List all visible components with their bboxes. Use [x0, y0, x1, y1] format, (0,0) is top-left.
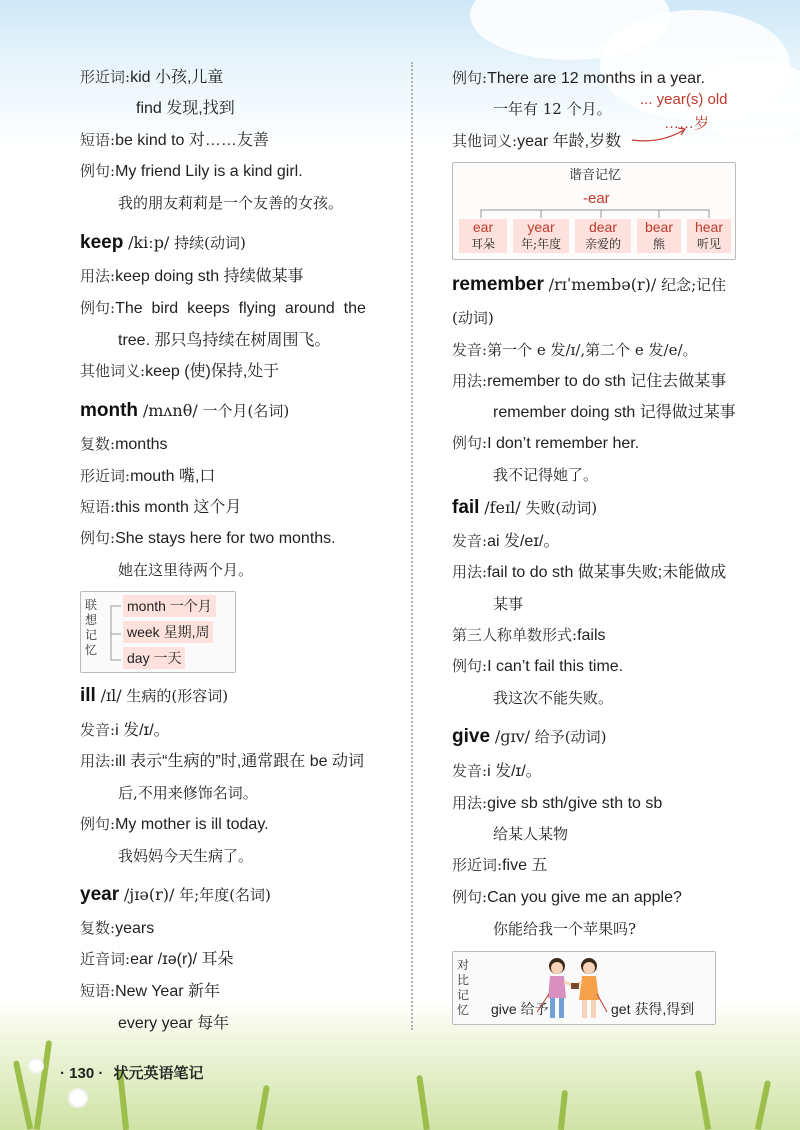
entry-line: 例句:My mother is ill today.	[80, 815, 269, 833]
homophone-memory-box	[452, 162, 736, 260]
entry-line: 短语:New Year 新年	[80, 982, 221, 1000]
entry-line: find 发现,找到	[136, 100, 235, 117]
entry-line: 形近词:mouth 嘴,口	[80, 467, 216, 485]
entry-line: remember doing sth 记得做过某事	[493, 404, 736, 421]
arrow-icon	[630, 124, 690, 148]
ear-word-cell: year 年;年度	[513, 219, 569, 253]
page-footer	[60, 1062, 204, 1083]
entry-line: 后,不用来修饰名词。	[118, 784, 258, 802]
entry-line: 例句:Can you give me an apple?	[452, 888, 682, 906]
assoc-item: day 一天	[123, 647, 185, 670]
entry-line: 发音:第一个 e 发/ɪ/,第二个 e 发/e/。	[452, 341, 698, 359]
entry-line: 用法:fail to do sth 做某事失败;未能做成	[452, 563, 727, 581]
entry-line: 第三人称单数形式:fails	[452, 626, 606, 644]
entry-line: 例句:The bird keeps flying around the	[80, 299, 366, 317]
annotation-note: ……岁	[664, 115, 710, 132]
entry-line: 例句:There are 12 months in a year.	[452, 69, 705, 87]
contrast-give: give 给予	[491, 1001, 549, 1017]
headword-ill: ill /ɪl/ 生病的(形容词)	[80, 685, 229, 706]
entry-line: 你能给我一个苹果吗?	[493, 920, 637, 938]
ear-word-cell: hear 听见	[687, 219, 731, 253]
flower-icon	[70, 1090, 86, 1106]
association-memory-box	[80, 591, 236, 673]
book-title: 状元英语笔记	[113, 1065, 204, 1082]
headword-month: month /mʌnθ/ 一个月(名词)	[80, 400, 290, 421]
bracket-lines	[101, 598, 125, 666]
box-title: 联 想 记 忆	[84, 598, 97, 657]
entry-line: 给某人某物	[493, 825, 569, 843]
entry-line: 例句:I don’t remember her.	[452, 434, 640, 452]
entry-line: 复数:years	[80, 919, 155, 937]
entry-line: 一年有 12 个月。	[493, 100, 612, 118]
ear-word-cell: bear 熊	[637, 219, 681, 253]
page-number: · 130 ·	[60, 1065, 104, 1082]
assoc-item: week 星期,周	[123, 621, 213, 644]
entry-line: 她在这里待两个月。	[118, 561, 254, 579]
entry-line: 短语:be kind to 对……友善	[80, 131, 269, 149]
column-divider	[411, 62, 413, 1030]
entry-line: 复数:months	[80, 435, 168, 453]
entry-line: 短语:this month 这个月	[80, 498, 242, 516]
assoc-item: month 一个月	[123, 595, 216, 618]
entry-line: 用法:give sb sth/give sth to sb	[452, 794, 663, 812]
entry-line: 我不记得她了。	[493, 466, 599, 484]
branch-lines	[463, 207, 725, 219]
entry-line: (动词)	[452, 309, 494, 327]
contrast-get: get 获得,得到	[611, 1001, 695, 1017]
entry-line: 例句:My friend Lily is a kind girl.	[80, 162, 303, 180]
headword-fail: fail /feɪl/ 失败(动词)	[452, 497, 598, 518]
headword-year: year /jɪə(r)/ 年;年度(名词)	[80, 884, 271, 905]
entry-line: 我的朋友莉莉是一个友善的女孩。	[118, 194, 344, 212]
entry-line: every year 每年	[118, 1015, 230, 1032]
entry-line: 例句:I can’t fail this time.	[452, 657, 624, 675]
ear-word-cell: ear 耳朵	[459, 219, 507, 253]
entry-line: 发音:i 发/ɪ/。	[452, 762, 542, 780]
entry-line: 形近词:five 五	[452, 856, 548, 874]
entry-line: 某事	[493, 595, 524, 613]
box-title: 谐音记忆	[569, 168, 622, 183]
headword-give: give /ɡɪv/ 给予(动词)	[452, 726, 607, 747]
headword-remember: remember /rɪˈmembə(r)/ 纪念;记住	[452, 274, 727, 295]
flower-icon	[30, 1060, 42, 1072]
contrast-memory-box	[452, 951, 716, 1025]
entry-line: 例句:She stays here for two months.	[80, 529, 336, 547]
entry-line: 形近词:kid 小孩,儿童	[80, 68, 224, 86]
entry-line: 发音:i 发/ɪ/。	[80, 721, 170, 739]
entry-line: 我这次不能失败。	[493, 689, 614, 707]
annotation-note: ... year(s) old	[640, 91, 728, 108]
entry-line: 用法:remember to do sth 记住去做某事	[452, 372, 727, 390]
entry-line: 用法:ill 表示“生病的”时,通常跟在 be 动词	[80, 752, 364, 770]
entry-line: 近音词:ear /ɪə(r)/ 耳朵	[80, 950, 234, 968]
entry-line: 其他词义:keep (使)保持,处于	[80, 362, 280, 380]
suffix-label: -ear	[583, 190, 610, 207]
entry-line: tree. 那只鸟持续在树周围飞。	[118, 332, 331, 349]
headword-keep: keep /kiːp/ 持续(动词)	[80, 232, 246, 253]
entry-line: 其他词义:year 年龄,岁数	[452, 132, 622, 150]
box-title: 对 比 记 忆	[456, 958, 469, 1017]
ear-word-cell: dear 亲爱的	[575, 219, 631, 253]
entry-line: 发音:ai 发/eɪ/。	[452, 532, 560, 550]
entry-line: 我妈妈今天生病了。	[118, 847, 254, 865]
entry-line: 用法:keep doing sth 持续做某事	[80, 267, 304, 285]
